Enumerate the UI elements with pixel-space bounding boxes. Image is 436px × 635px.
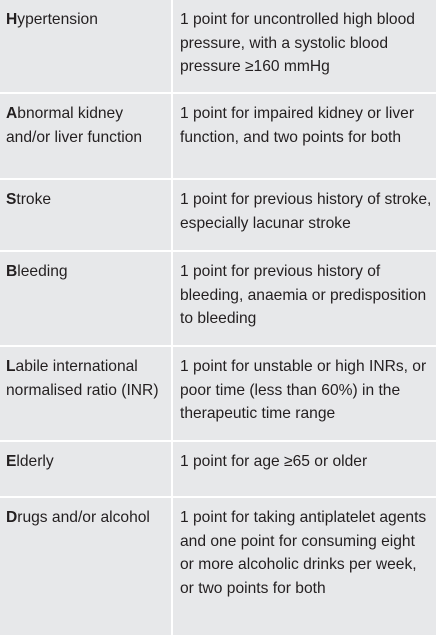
- criterion-initial: D: [6, 509, 18, 526]
- criterion-initial: S: [6, 191, 17, 208]
- criterion-description: 1 point for previous history of stroke, especially lacunar stroke: [172, 179, 436, 251]
- criterion-description: 1 point for impaired kidney or liver function, and two points for both: [172, 93, 436, 179]
- criterion-name-rest: ypertension: [17, 11, 98, 28]
- criterion-name: [0, 441, 172, 497]
- table-row: [0, 497, 436, 635]
- criterion-name: [0, 346, 172, 441]
- table-row: [0, 0, 436, 93]
- table-row: [0, 346, 436, 441]
- criterion-name-rest: leeding: [17, 263, 68, 280]
- criterion-description: 1 point for unstable or high INRs, or poor time (less than 60%) in the therapeutic time range: [172, 346, 436, 441]
- criterion-name-rest: abile international normalised ratio (INR): [6, 358, 159, 399]
- table-row: [0, 93, 436, 179]
- criterion-name: [0, 251, 172, 346]
- criterion-initial: A: [6, 105, 18, 122]
- criterion-name-rest: bnormal kidney and/or liver function: [6, 105, 143, 146]
- table-row: [0, 441, 436, 497]
- criterion-name-rest: lderly: [16, 453, 54, 470]
- criterion-name: [0, 497, 172, 635]
- criterion-description: 1 point for uncontrolled high blood pressure, with a systolic blood pressure ≥160 mmHg: [180, 11, 415, 76]
- criterion-name: [0, 0, 172, 93]
- criterion-initial: L: [6, 358, 16, 375]
- criterion-name: [0, 179, 172, 251]
- table-row: [0, 251, 436, 346]
- criterion-description: 1 point for previous history of bleeding, anaemia or predisposition to bleeding: [172, 251, 436, 346]
- criterion-initial: H: [6, 11, 18, 28]
- criterion-description: 1 point for taking antiplatelet agents and one point for consuming eight or more alcoholic drinks per week, or two points for both: [172, 497, 436, 635]
- criterion-name: [0, 93, 172, 179]
- criterion-initial: B: [6, 263, 18, 280]
- criterion-initial: E: [6, 453, 17, 470]
- criterion-description: 1 point for age ≥65 or older: [172, 441, 436, 497]
- table-row: [0, 179, 436, 251]
- criterion-name-rest: rugs and/or alcohol: [17, 509, 150, 526]
- criterion-name-rest: troke: [16, 191, 52, 208]
